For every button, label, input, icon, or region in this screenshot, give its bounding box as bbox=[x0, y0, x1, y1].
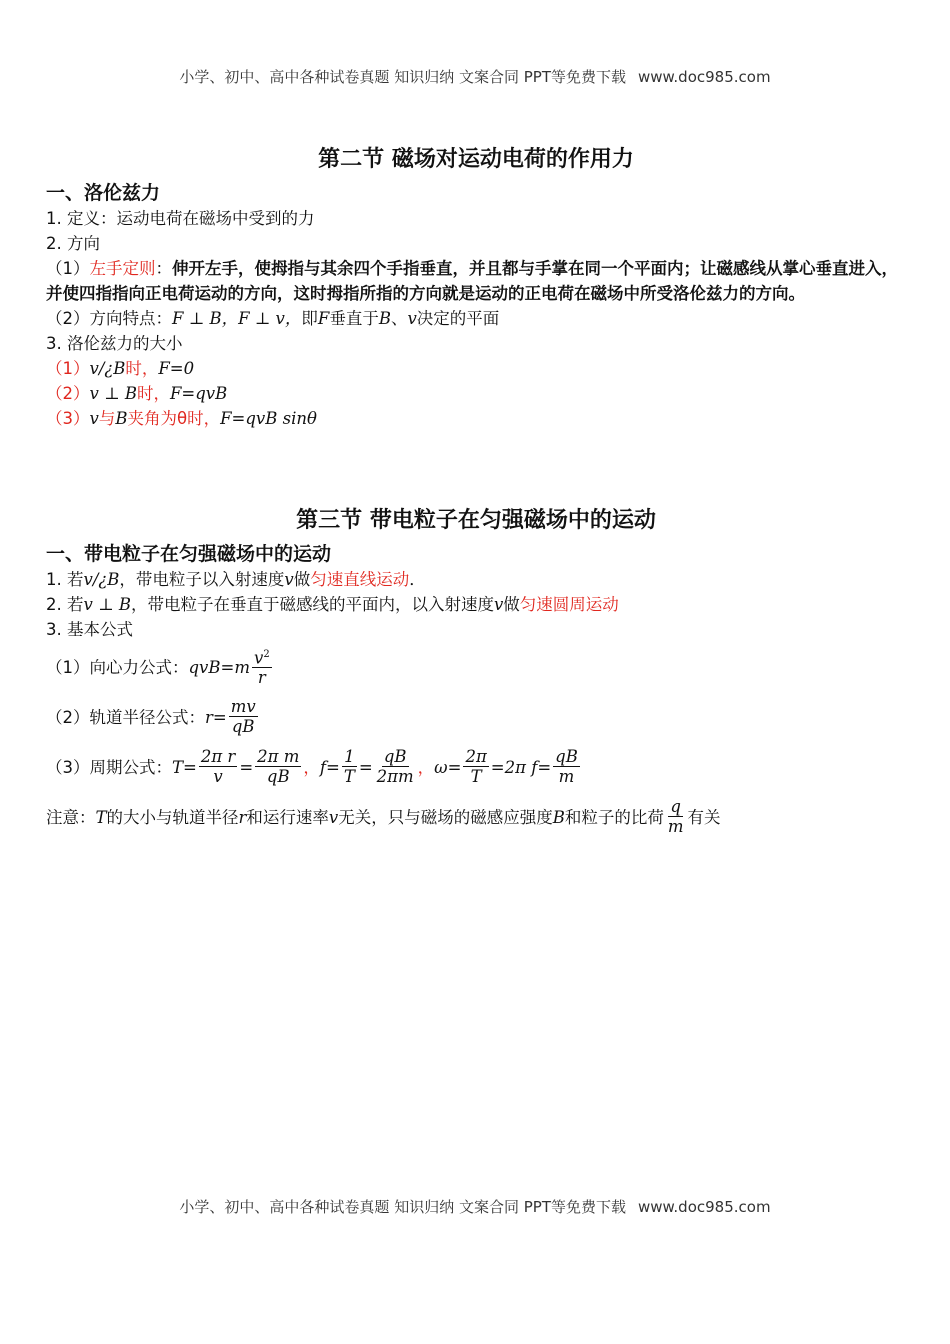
note-T: T bbox=[95, 807, 107, 827]
f3-a-den: v bbox=[213, 766, 223, 786]
l1-b: ，带电粒子以入射速度 bbox=[119, 570, 285, 589]
f3-frac-d bbox=[375, 748, 416, 787]
f3-b-den: qB bbox=[266, 766, 290, 786]
f1-exp: 2 bbox=[263, 648, 270, 660]
l1-a: 1. 若 bbox=[46, 570, 84, 589]
case3-B: B bbox=[115, 409, 128, 428]
f3-frac-b bbox=[255, 748, 301, 787]
l1-red: 匀速直线运动 bbox=[310, 570, 410, 589]
basic-formula-line: 3. 基本公式 bbox=[46, 620, 133, 639]
f2-num: mv bbox=[230, 696, 256, 716]
f3-label: （3）周期公式： bbox=[46, 757, 172, 777]
f3-d-num: qB bbox=[383, 746, 407, 766]
f2-lhs: r= bbox=[205, 707, 227, 727]
f1-den: r bbox=[257, 668, 266, 688]
radius-formula bbox=[46, 692, 906, 742]
feat-B: B bbox=[378, 309, 391, 328]
f3-frac-e bbox=[463, 748, 488, 787]
motion-line-1 bbox=[46, 567, 906, 592]
case2-num: （2） bbox=[46, 384, 90, 403]
case1-line bbox=[46, 356, 906, 381]
f3-sep: ， bbox=[303, 757, 320, 777]
motion-line-2 bbox=[46, 592, 906, 617]
direction-feature-line bbox=[46, 306, 906, 331]
document-body bbox=[46, 140, 906, 842]
f3-eq: = bbox=[239, 757, 254, 777]
case2-formula: F=qvB bbox=[169, 384, 228, 403]
case2-cond: v ⊥ B bbox=[89, 384, 137, 403]
section2-heading: 一、洛伦兹力 bbox=[46, 182, 161, 204]
note-f: 有关 bbox=[687, 807, 721, 827]
f3-e-den: T bbox=[470, 766, 482, 786]
force-size-line: 3. 洛伦兹力的大小 bbox=[46, 334, 183, 353]
case1-shi: 时， bbox=[125, 359, 159, 378]
f2-den: qB bbox=[231, 716, 255, 736]
lh-colon: ： bbox=[155, 259, 172, 278]
l1-c: 做 bbox=[293, 570, 311, 589]
f3-g-num: qB bbox=[555, 746, 578, 766]
f2-fraction bbox=[229, 698, 258, 737]
note-fraction bbox=[666, 798, 686, 837]
f3-a-num: 2π r bbox=[200, 746, 236, 766]
l2-a: 2. 若 bbox=[46, 595, 84, 614]
header-site-link[interactable]: www.doc985.com bbox=[637, 68, 771, 86]
lh-text: 伸开左手，使拇指与其余四个手指垂直，并且都与手掌在同一个平面内；让磁感线从掌心垂直进入，并使四指指向正电荷运动的方向，这时拇指所指的方向就是运动的正电荷在磁场中所受洛伦兹力的方向。 bbox=[46, 259, 898, 303]
feat-a: F ⊥ B， bbox=[172, 309, 239, 328]
l1-cond: v/¿B bbox=[83, 570, 120, 589]
l2-red: 匀速圆周运动 bbox=[519, 595, 619, 614]
f3-c-den: T bbox=[343, 766, 355, 786]
note-e: 和粒子的比荷 bbox=[564, 807, 664, 827]
note-b: 的大小与轨道半径 bbox=[106, 807, 239, 827]
f3-b-num: 2π m bbox=[257, 746, 300, 766]
note-a: 注意： bbox=[46, 807, 96, 827]
f3-frac-c bbox=[342, 748, 357, 787]
note-num: q bbox=[670, 796, 681, 816]
lh-label: 左手定则 bbox=[89, 259, 156, 278]
l1-v: v bbox=[284, 570, 294, 589]
l2-c: 做 bbox=[503, 595, 520, 614]
period-formula bbox=[46, 742, 906, 792]
feat-F: F bbox=[317, 309, 330, 328]
f3-T: T= bbox=[172, 757, 197, 777]
f3-w: ω= bbox=[434, 757, 462, 777]
case3-formula: F=qvB sinθ bbox=[220, 409, 317, 428]
page-header bbox=[0, 66, 950, 87]
section3-title: 第三节 带电粒子在匀强磁场中的运动 bbox=[296, 508, 656, 533]
feat-b: F ⊥ v， bbox=[238, 309, 302, 328]
f1-lhs: qvB=m bbox=[188, 657, 250, 677]
feat-d: 垂直于 bbox=[329, 309, 379, 328]
note-c: 和运行速率 bbox=[246, 807, 329, 827]
footer-text: 小学、初中、高中各种试卷真题 知识归纳 文案合同 PPT等免费下载 bbox=[179, 1198, 626, 1216]
direction-line: 2. 方向 bbox=[46, 234, 100, 253]
f1-fraction bbox=[252, 646, 272, 689]
l2-cond: v ⊥ B bbox=[83, 595, 131, 614]
centripetal-formula bbox=[46, 642, 906, 692]
left-hand-rule bbox=[46, 256, 906, 306]
feat-f: 决定的平面 bbox=[416, 309, 500, 328]
f3-frac-a bbox=[199, 748, 237, 787]
f3-mid: =2π f= bbox=[490, 757, 552, 777]
f3-f: f= bbox=[319, 757, 340, 777]
section3-heading: 一、带电粒子在匀强磁场中的运动 bbox=[46, 543, 332, 565]
note-d: 无关，只与磁场的磁感应强度 bbox=[338, 807, 553, 827]
f3-c-num: 1 bbox=[344, 746, 355, 766]
f2-label: （2）轨道半径公式： bbox=[46, 707, 205, 727]
f3-d-den: 2πm bbox=[376, 766, 414, 786]
case1-cond: v/¿B bbox=[89, 359, 126, 378]
lh-num: （1） bbox=[46, 259, 90, 278]
note-line bbox=[46, 792, 906, 842]
case1-num: （1） bbox=[46, 359, 90, 378]
case1-formula: F=0 bbox=[158, 359, 195, 378]
header-text: 小学、初中、高中各种试卷真题 知识归纳 文案合同 PPT等免费下载 bbox=[179, 68, 626, 86]
case2-line bbox=[46, 381, 906, 406]
l2-b: ，带电粒子在垂直于磁感线的平面内，以入射速度 bbox=[130, 595, 494, 614]
definition-line: 1. 定义：运动电荷在磁场中受到的力 bbox=[46, 209, 315, 228]
case3-num: （3） bbox=[46, 409, 90, 428]
case3-mid: 与 bbox=[98, 409, 116, 428]
feat-e: 、 bbox=[390, 309, 408, 328]
note-r: r bbox=[238, 807, 247, 827]
case3-line bbox=[46, 406, 906, 431]
f3-frac-g bbox=[553, 748, 580, 787]
note-v: v bbox=[328, 807, 339, 827]
f1-label: （1）向心力公式： bbox=[46, 657, 189, 677]
case3-tail: 夹角为θ时， bbox=[127, 409, 221, 428]
footer-site-link[interactable]: www.doc985.com bbox=[637, 1198, 771, 1216]
f3-eq2: = bbox=[358, 757, 373, 777]
f1-num: v bbox=[253, 648, 264, 668]
note-B: B bbox=[552, 807, 565, 827]
feat-v: v bbox=[407, 309, 417, 328]
f3-e-num: 2π bbox=[465, 746, 487, 766]
case3-v: v bbox=[89, 409, 99, 428]
feat-prefix: （2）方向特点： bbox=[46, 309, 172, 328]
l2-v: v bbox=[493, 595, 504, 614]
f3-sep2: ， bbox=[417, 757, 435, 777]
section2-title: 第二节 磁场对运动电荷的作用力 bbox=[318, 147, 634, 172]
f3-g-den: m bbox=[558, 766, 575, 786]
feat-c: 即 bbox=[301, 309, 318, 328]
page-footer bbox=[0, 1196, 950, 1217]
l1-d: ． bbox=[409, 570, 426, 589]
case2-shi: 时， bbox=[136, 384, 170, 403]
note-den: m bbox=[667, 816, 684, 836]
